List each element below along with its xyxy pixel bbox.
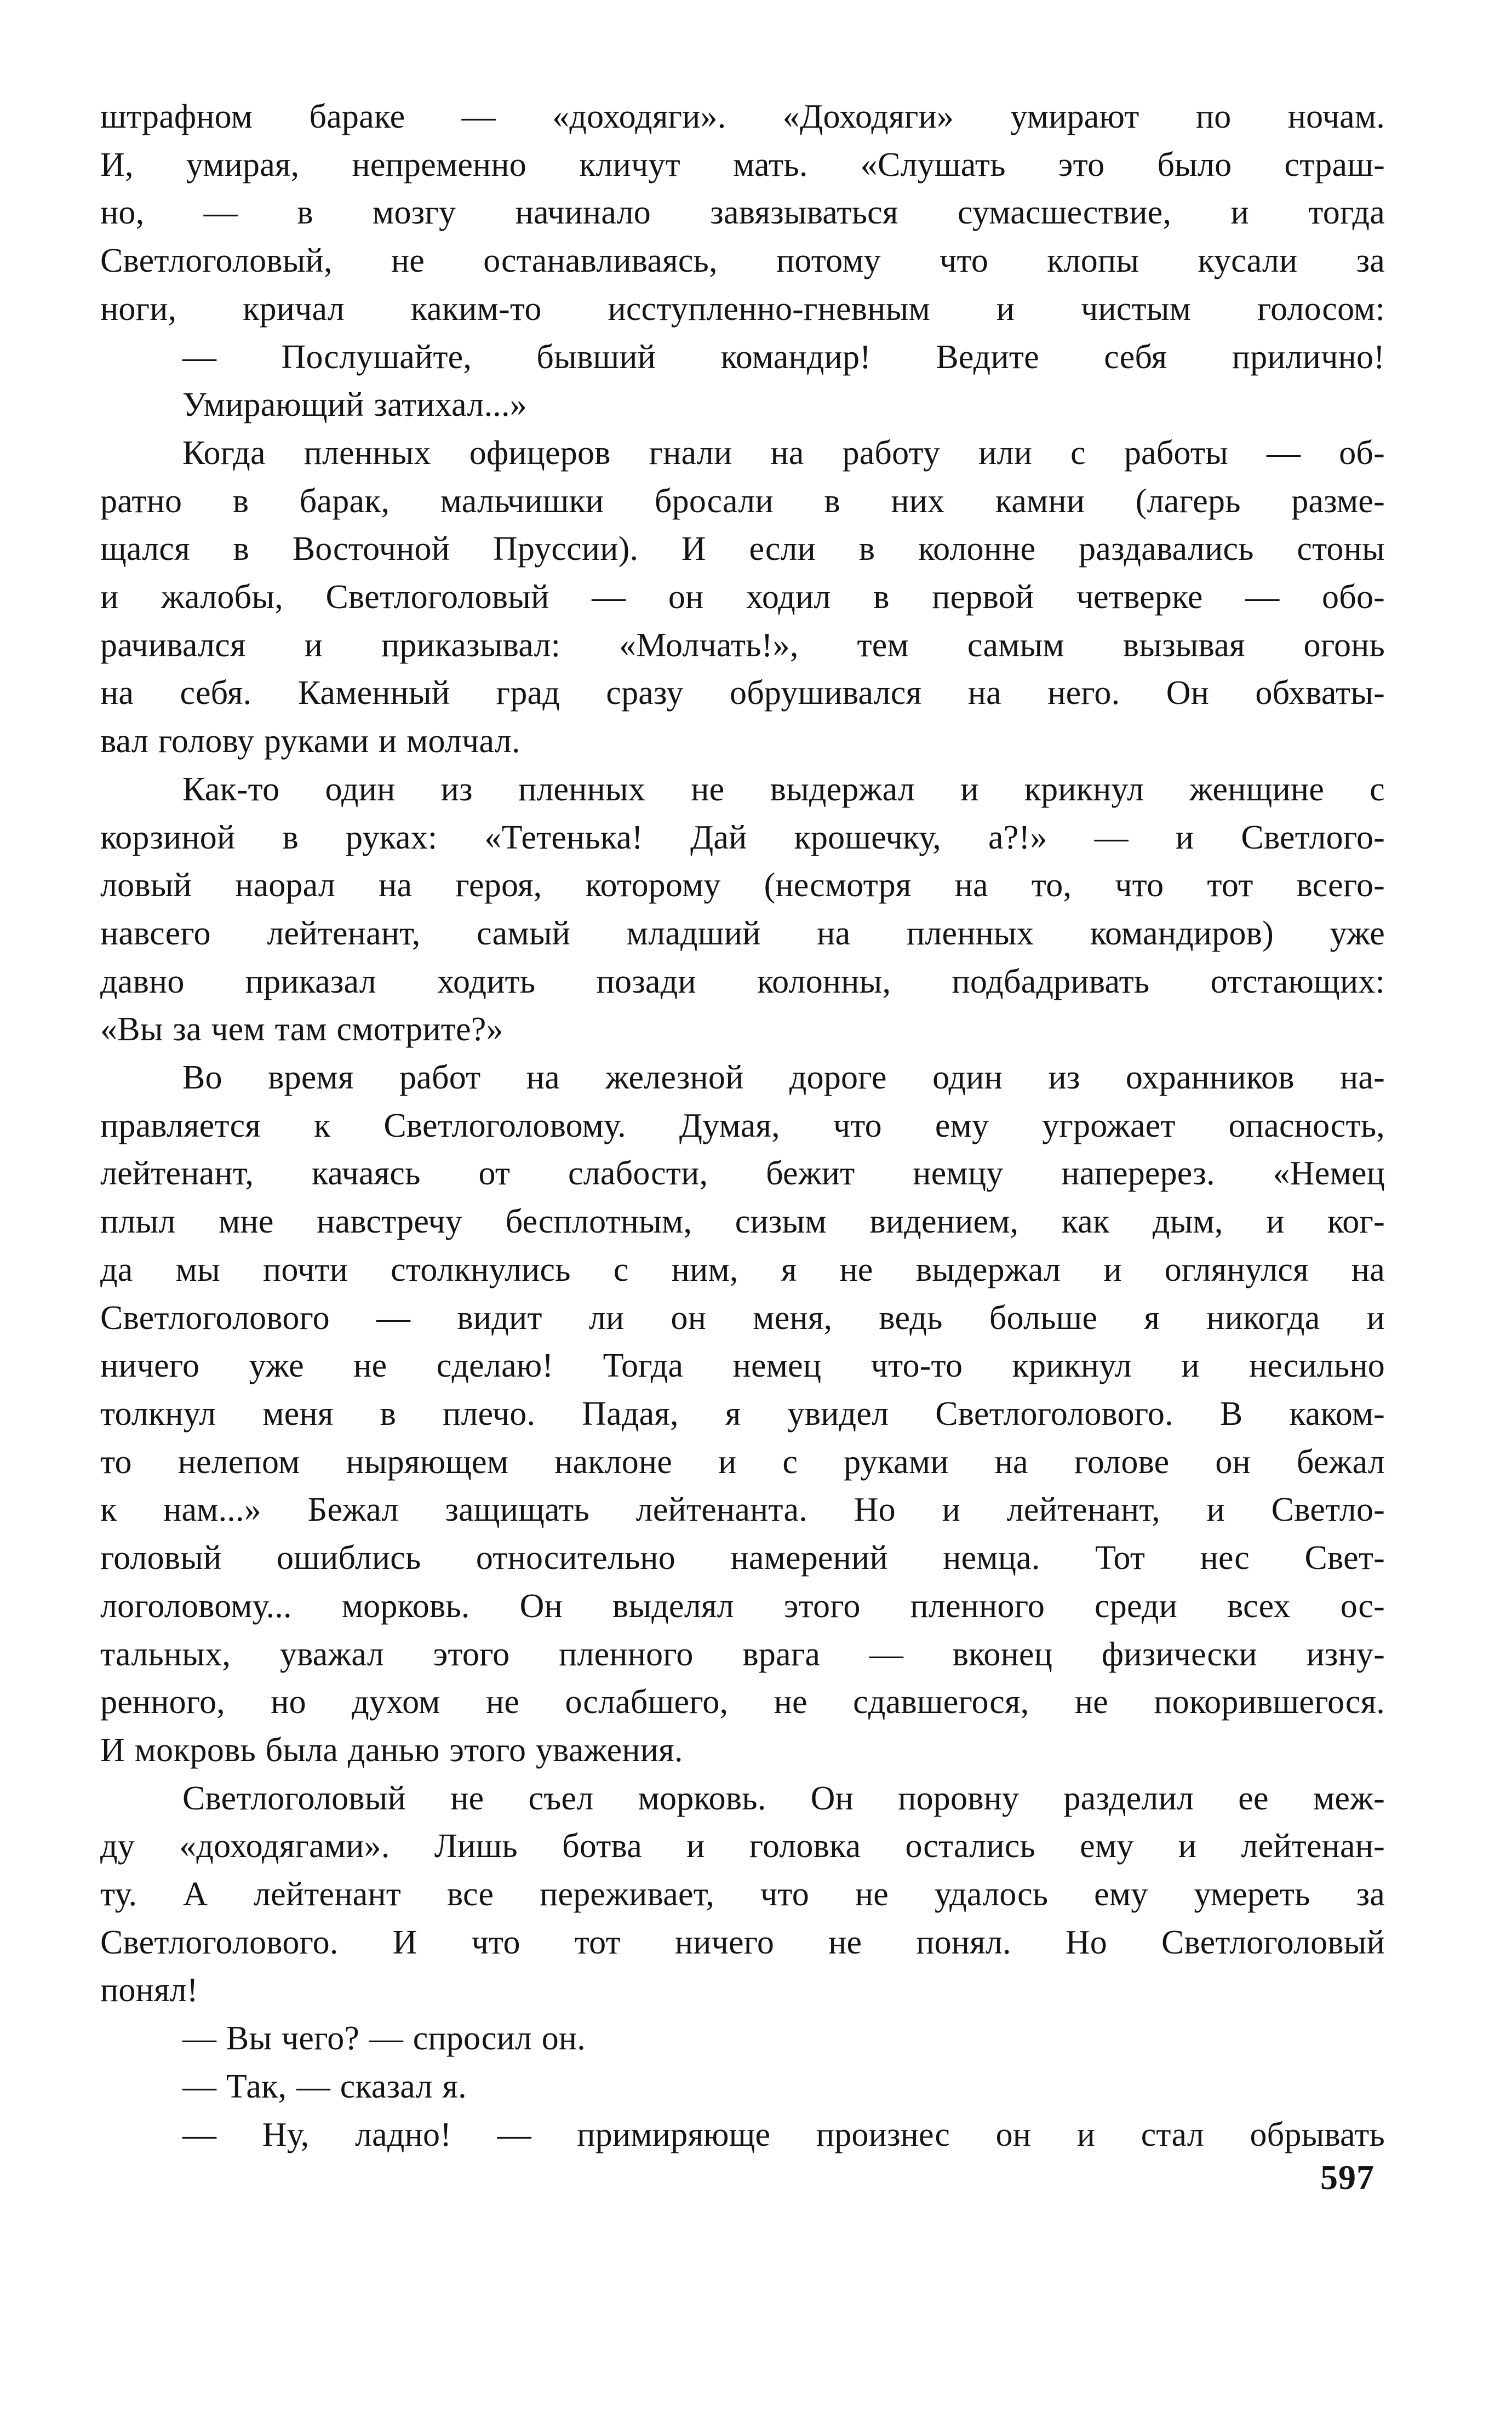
text-line: щался в Восточной Пруссии). И если в колонне раздавались стоны [100, 530, 1385, 568]
text-line: Как-то один из пленных не выдержал и крикнул женщине с [182, 770, 1385, 808]
text-line: понял! [100, 1972, 198, 2009]
text-line: штрафном бараке — «доходяги». «Доходяги» умирают по ночам. [100, 98, 1385, 135]
text-line: плыл мне навстречу бесплотным, сизым видением, как дым, и ког- [100, 1203, 1385, 1241]
text-line: Светлоголового — видит ли он меня, ведь больше я никогда и [100, 1299, 1385, 1337]
text-line: тальных, уважал этого пленного врага — вконец физически изну- [100, 1635, 1385, 1673]
text-line: Светлоголового. И что тот ничего не понял. Но Светлоголовый [100, 1923, 1385, 1961]
text-line: ду «доходягами». Лишь ботва и головка остались ему и лейтенан- [100, 1827, 1385, 1865]
text-line: ту. А лейтенант все переживает, что не удалось ему умереть за [100, 1876, 1385, 1913]
text-line: и жалобы, Светлоголовый — он ходил в первой четверке — обо- [100, 578, 1385, 616]
text-line: на себя. Каменный град сразу обрушивался на него. Он обхваты- [100, 674, 1385, 712]
text-line: «Вы за чем там смотрите?» [100, 1011, 503, 1049]
page-body-text [100, 93, 1385, 2159]
text-line: головый ошиблись относительно намерений немца. Тот нес Свет- [100, 1539, 1385, 1577]
text-line: И мокровь была данью этого уважения. [100, 1731, 683, 1769]
page-number: 597 [1320, 2158, 1374, 2197]
text-line: давно приказал ходить позади колонны, подбадривать отстающих: [100, 962, 1385, 1000]
text-line: но, — в мозгу начинало завязываться сумасшествие, и тогда [100, 194, 1385, 232]
text-line: — Так, — сказал я. [182, 2067, 467, 2105]
text-line: — Вы чего? — спросил он. [182, 2020, 586, 2058]
text-line: толкнул меня в плечо. Падая, я увидел Светлоголового. В каком- [100, 1395, 1385, 1433]
text-line: то нелепом ныряющем наклоне и с руками на голове он бежал [100, 1443, 1385, 1481]
text-line: вал голову руками и молчал. [100, 723, 520, 760]
text-line: ловый наорал на героя, которому (несмотря на то, что тот всего- [100, 867, 1385, 904]
text-line: Светлоголовый не съел морковь. Он поровну разделил ее меж- [182, 1779, 1385, 1817]
text-line: — Ну, ладно! — примиряюще произнес он и стал обрывать [182, 2116, 1385, 2153]
text-line: ничего уже не сделаю! Тогда немец что-то крикнул и несильно [100, 1347, 1385, 1385]
text-line: правляется к Светлоголовому. Думая, что ему угрожает опасность, [100, 1107, 1385, 1144]
text-line: ноги, кричал каким-то исступленно-гневным и чистым голосом: [100, 290, 1385, 328]
text-line: лейтенант, качаясь от слабости, бежит немцу наперерез. «Немец [100, 1155, 1385, 1193]
book-page [100, 93, 1385, 2159]
text-line: ренного, но духом не ослабшего, не сдавшегося, не покорившегося. [100, 1683, 1385, 1721]
text-line: логоловому... морковь. Он выделял этого пленного среди всех ос- [100, 1587, 1385, 1625]
text-line: Во время работ на железной дороге один из охранников на- [182, 1059, 1385, 1097]
text-line: рачивался и приказывал: «Молчать!», тем самым вызывая огонь [100, 626, 1385, 664]
text-line: да мы почти столкнулись с ним, я не выдержал и оглянулся на [100, 1251, 1385, 1288]
text-line: корзиной в руках: «Тетенька! Дай крошечку, а?!» — и Светлого- [100, 818, 1385, 856]
text-line: к нам...» Бежал защищать лейтенанта. Но и лейтенант, и Светло- [100, 1491, 1385, 1529]
text-line: Когда пленных офицеров гнали на работу или с работы — об- [182, 434, 1385, 472]
text-line: навсего лейтенант, самый младший на пленных командиров) уже [100, 914, 1385, 952]
text-line: ратно в барак, мальчишки бросали в них камни (лагерь разме- [100, 482, 1385, 520]
text-line: Умирающий затихал...» [182, 386, 527, 424]
text-line: — Послушайте, бывший командир! Ведите себя прилично! [182, 338, 1385, 376]
text-line: Светлоголовый, не останавливаясь, потому что клопы кусали за [100, 242, 1385, 280]
text-line: И, умирая, непременно кличут мать. «Слушать это было страш- [100, 146, 1385, 184]
